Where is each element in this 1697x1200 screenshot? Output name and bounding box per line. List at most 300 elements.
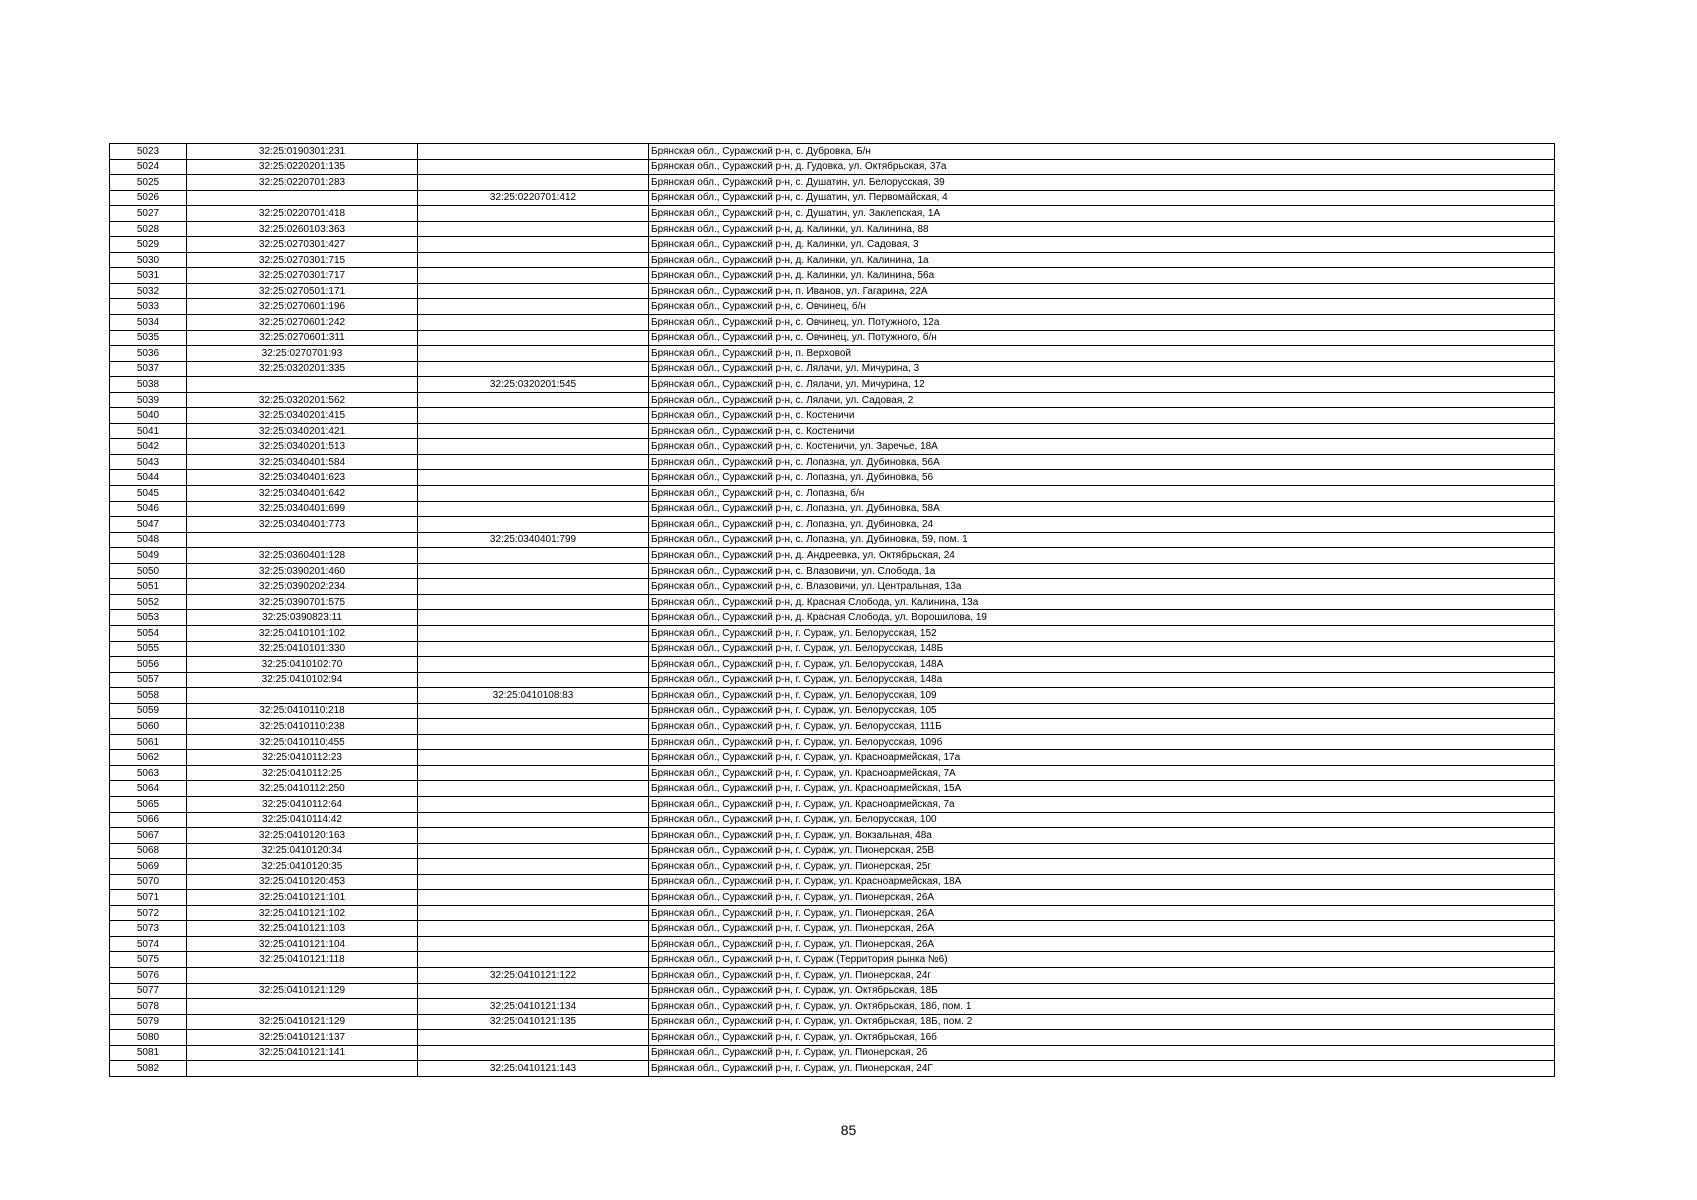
address-cell: Брянская обл., Суражский р-н, д. Андреевка, ул. Октябрьская, 24 (649, 548, 1555, 564)
cadastral-number-cell: 32:25:0390823:11 (187, 610, 418, 626)
address-cell: Брянская обл., Суражский р-н, г. Сураж, ул. Октябрьская, 16б (649, 1030, 1555, 1046)
cadastral-number-secondary-cell (418, 144, 649, 160)
cadastral-number-cell: 32:25:0410110:238 (187, 719, 418, 735)
row-number-cell: 5040 (110, 408, 187, 424)
cadastral-number-secondary-cell (418, 268, 649, 284)
cadastral-number-cell: 32:25:0410121:101 (187, 890, 418, 906)
row-number-cell: 5032 (110, 283, 187, 299)
cadastral-number-secondary-cell (418, 237, 649, 253)
address-cell: Брянская обл., Суражский р-н, с. Лопазна, ул. Дубиновка, 59, пом. 1 (649, 532, 1555, 548)
cadastral-number-cell (187, 1061, 418, 1077)
cadastral-number-secondary-cell (418, 517, 649, 533)
cadastral-number-cell: 32:25:0320201:335 (187, 361, 418, 377)
table-row (110, 843, 1555, 859)
cadastral-number-secondary-cell (418, 486, 649, 502)
row-number-cell: 5043 (110, 454, 187, 470)
cadastral-number-cell (187, 190, 418, 206)
table-row (110, 781, 1555, 797)
cadastral-number-secondary-cell (418, 1030, 649, 1046)
cadastral-number-secondary-cell (418, 392, 649, 408)
cadastral-number-cell: 32:25:0340201:513 (187, 439, 418, 455)
cadastral-number-secondary-cell (418, 548, 649, 564)
row-number-cell: 5049 (110, 548, 187, 564)
address-cell: Брянская обл., Суражский р-н, д. Гудовка, ул. Октябрьская, 37а (649, 159, 1555, 175)
cadastral-number-cell: 32:25:0390201:460 (187, 563, 418, 579)
cadastral-number-secondary-cell (418, 703, 649, 719)
address-cell: Брянская обл., Суражский р-н, г. Сураж, ул. Пионерская, 24г (649, 967, 1555, 983)
row-number-cell: 5062 (110, 750, 187, 766)
cadastral-number-cell: 32:25:0410120:34 (187, 843, 418, 859)
row-number-cell: 5051 (110, 579, 187, 595)
table-row (110, 936, 1555, 952)
table-row (110, 563, 1555, 579)
table-row (110, 657, 1555, 673)
row-number-cell: 5026 (110, 190, 187, 206)
cadastral-number-secondary-cell (418, 1045, 649, 1061)
table-row (110, 144, 1555, 160)
table-row (110, 392, 1555, 408)
row-number-cell: 5060 (110, 719, 187, 735)
cadastral-number-cell: 32:25:0340401:642 (187, 486, 418, 502)
cadastral-number-secondary-cell: 32:25:0220701:412 (418, 190, 649, 206)
cadastral-number-secondary-cell (418, 828, 649, 844)
address-cell: Брянская обл., Суражский р-н, с. Овчинец, б/н (649, 299, 1555, 315)
cadastral-number-cell: 32:25:0220201:135 (187, 159, 418, 175)
cadastral-number-secondary-cell: 32:25:0320201:545 (418, 377, 649, 393)
row-number-cell: 5080 (110, 1030, 187, 1046)
address-cell: Брянская обл., Суражский р-н, с. Овчинец, ул. Потужного, б/н (649, 330, 1555, 346)
table-row (110, 175, 1555, 191)
row-number-cell: 5044 (110, 470, 187, 486)
cadastral-number-secondary-cell (418, 657, 649, 673)
address-cell: Брянская обл., Суражский р-н, г. Сураж, ул. Белорусская, 111Б (649, 719, 1555, 735)
row-number-cell: 5041 (110, 423, 187, 439)
table-row (110, 952, 1555, 968)
cadastral-number-cell: 32:25:0410101:330 (187, 641, 418, 657)
address-cell: Брянская обл., Суражский р-н, с. Влазовичи, ул. Слобода, 1а (649, 563, 1555, 579)
table-row (110, 921, 1555, 937)
cadastral-number-cell: 32:25:0340401:584 (187, 454, 418, 470)
row-number-cell: 5058 (110, 688, 187, 704)
address-cell: Брянская обл., Суражский р-н, г. Сураж, ул. Белорусская, 148А (649, 657, 1555, 673)
table-row (110, 594, 1555, 610)
address-cell: Брянская обл., Суражский р-н, г. Сураж, ул. Белорусская, 152 (649, 625, 1555, 641)
row-number-cell: 5059 (110, 703, 187, 719)
address-cell: Брянская обл., Суражский р-н, д. Калинки, ул. Калинина, 88 (649, 221, 1555, 237)
cadastral-number-cell: 32:25:0270301:427 (187, 237, 418, 253)
cadastral-number-secondary-cell (418, 299, 649, 315)
cadastral-number-cell: 32:25:0410112:64 (187, 796, 418, 812)
table-row (110, 625, 1555, 641)
cadastral-number-cell: 32:25:0410114:42 (187, 812, 418, 828)
address-cell: Брянская обл., Суражский р-н, с. Дубровка, Б/н (649, 144, 1555, 160)
address-cell: Брянская обл., Суражский р-н, с. Костеничи (649, 408, 1555, 424)
table-row (110, 252, 1555, 268)
row-number-cell: 5068 (110, 843, 187, 859)
table-row (110, 1014, 1555, 1030)
table-row (110, 377, 1555, 393)
table-row (110, 517, 1555, 533)
table-row (110, 454, 1555, 470)
cadastral-number-cell: 32:25:0270601:242 (187, 315, 418, 331)
address-cell: Брянская обл., Суражский р-н, с. Душатин, ул. Первомайская, 4 (649, 190, 1555, 206)
cadastral-number-secondary-cell (418, 812, 649, 828)
cadastral-number-secondary-cell (418, 781, 649, 797)
cadastral-number-secondary-cell: 32:25:0410121:135 (418, 1014, 649, 1030)
table-row (110, 190, 1555, 206)
address-cell: Брянская обл., Суражский р-н, д. Калинки, ул. Садовая, 3 (649, 237, 1555, 253)
cadastral-number-secondary-cell (418, 796, 649, 812)
row-number-cell: 5081 (110, 1045, 187, 1061)
cadastral-number-secondary-cell (418, 501, 649, 517)
address-cell: Брянская обл., Суражский р-н, г. Сураж, ул. Красноармейская, 15А (649, 781, 1555, 797)
address-cell: Брянская обл., Суражский р-н, г. Сураж, ул. Красноармейская, 7а (649, 796, 1555, 812)
address-cell: Брянская обл., Суражский р-н, г. Сураж, ул. Белорусская, 148Б (649, 641, 1555, 657)
table-row (110, 859, 1555, 875)
row-number-cell: 5031 (110, 268, 187, 284)
table-row (110, 1030, 1555, 1046)
address-cell: Брянская обл., Суражский р-н, с. Душатин, ул. Заклепская, 1А (649, 206, 1555, 222)
cadastral-number-cell: 32:25:0410102:94 (187, 672, 418, 688)
cadastral-number-secondary-cell (418, 905, 649, 921)
row-number-cell: 5075 (110, 952, 187, 968)
table-row (110, 874, 1555, 890)
cadastral-number-secondary-cell (418, 641, 649, 657)
address-cell: Брянская обл., Суражский р-н, с. Лопазна, ул. Дубиновка, 24 (649, 517, 1555, 533)
cadastral-number-secondary-cell (418, 983, 649, 999)
table-row (110, 408, 1555, 424)
table-row (110, 159, 1555, 175)
cadastral-number-cell: 32:25:0410112:23 (187, 750, 418, 766)
cadastral-number-secondary-cell (418, 439, 649, 455)
cadastral-number-secondary-cell (418, 346, 649, 362)
cadastral-number-secondary-cell (418, 672, 649, 688)
table-row (110, 983, 1555, 999)
cadastral-number-secondary-cell (418, 159, 649, 175)
cadastral-number-cell: 32:25:0340401:699 (187, 501, 418, 517)
table-row (110, 890, 1555, 906)
address-cell: Брянская обл., Суражский р-н, г. Сураж, ул. Пионерская, 26А (649, 921, 1555, 937)
cadastral-number-cell (187, 967, 418, 983)
cadastral-number-cell: 32:25:0340401:623 (187, 470, 418, 486)
cadastral-number-secondary-cell (418, 610, 649, 626)
row-number-cell: 5082 (110, 1061, 187, 1077)
cadastral-number-cell: 32:25:0410121:104 (187, 936, 418, 952)
page-number: 85 (840, 1122, 857, 1138)
cadastral-number-cell: 32:25:0410102:70 (187, 657, 418, 673)
cadastral-number-secondary-cell: 32:25:0410121:122 (418, 967, 649, 983)
address-cell: Брянская обл., Суражский р-н, с. Костеничи, ул. Заречье, 18А (649, 439, 1555, 455)
table-row (110, 346, 1555, 362)
cadastral-number-secondary-cell (418, 330, 649, 346)
address-cell: Брянская обл., Суражский р-н, г. Сураж, ул. Октябрьская, 18б, пом. 1 (649, 999, 1555, 1015)
table-row (110, 672, 1555, 688)
table-row (110, 486, 1555, 502)
address-cell: Брянская обл., Суражский р-н, с. Лопазна, ул. Дубиновка, 58А (649, 501, 1555, 517)
address-cell: Брянская обл., Суражский р-н, п. Верховой (649, 346, 1555, 362)
cadastral-number-secondary-cell (418, 594, 649, 610)
row-number-cell: 5055 (110, 641, 187, 657)
cadastral-number-cell: 32:25:0410112:250 (187, 781, 418, 797)
row-number-cell: 5033 (110, 299, 187, 315)
row-number-cell: 5025 (110, 175, 187, 191)
table-row (110, 470, 1555, 486)
cadastral-number-secondary-cell (418, 175, 649, 191)
row-number-cell: 5034 (110, 315, 187, 331)
cadastral-number-cell: 32:25:0410110:218 (187, 703, 418, 719)
cadastral-table (109, 143, 1555, 1077)
address-cell: Брянская обл., Суражский р-н, г. Сураж, ул. Белорусская, 148а (649, 672, 1555, 688)
table-row (110, 1045, 1555, 1061)
row-number-cell: 5039 (110, 392, 187, 408)
row-number-cell: 5042 (110, 439, 187, 455)
cadastral-number-cell: 32:25:0410121:129 (187, 1014, 418, 1030)
table-row (110, 315, 1555, 331)
table-row (110, 501, 1555, 517)
cadastral-number-cell: 32:25:0220701:418 (187, 206, 418, 222)
table-row (110, 1061, 1555, 1077)
row-number-cell: 5029 (110, 237, 187, 253)
table-row (110, 423, 1555, 439)
cadastral-number-cell: 32:25:0190301:231 (187, 144, 418, 160)
row-number-cell: 5063 (110, 765, 187, 781)
address-cell: Брянская обл., Суражский р-н, д. Калинки, ул. Калинина, 56а (649, 268, 1555, 284)
cadastral-number-secondary-cell (418, 936, 649, 952)
table-row (110, 579, 1555, 595)
row-number-cell: 5050 (110, 563, 187, 579)
cadastral-number-secondary-cell (418, 859, 649, 875)
table-row (110, 206, 1555, 222)
cadastral-number-secondary-cell (418, 734, 649, 750)
address-cell: Брянская обл., Суражский р-н, г. Сураж, ул. Пионерская, 26А (649, 905, 1555, 921)
row-number-cell: 5037 (110, 361, 187, 377)
row-number-cell: 5066 (110, 812, 187, 828)
table-row (110, 532, 1555, 548)
row-number-cell: 5027 (110, 206, 187, 222)
table-body (110, 144, 1555, 1077)
cadastral-number-cell (187, 377, 418, 393)
cadastral-number-cell: 32:25:0320201:562 (187, 392, 418, 408)
row-number-cell: 5046 (110, 501, 187, 517)
address-cell: Брянская обл., Суражский р-н, с. Душатин, ул. Белорусская, 39 (649, 175, 1555, 191)
table-row (110, 610, 1555, 626)
table-row (110, 361, 1555, 377)
cadastral-number-cell: 32:25:0270501:171 (187, 283, 418, 299)
cadastral-number-cell: 32:25:0410120:35 (187, 859, 418, 875)
cadastral-number-cell: 32:25:0410120:163 (187, 828, 418, 844)
address-cell: Брянская обл., Суражский р-н, г. Сураж, ул. Белорусская, 109 (649, 688, 1555, 704)
cadastral-number-secondary-cell (418, 579, 649, 595)
table-row (110, 765, 1555, 781)
address-cell: Брянская обл., Суражский р-н, г. Сураж, ул. Пионерская, 24Г (649, 1061, 1555, 1077)
cadastral-number-cell: 32:25:0270301:717 (187, 268, 418, 284)
row-number-cell: 5054 (110, 625, 187, 641)
cadastral-number-cell: 32:25:0410101:102 (187, 625, 418, 641)
cadastral-number-secondary-cell: 32:25:0340401:799 (418, 532, 649, 548)
address-cell: Брянская обл., Суражский р-н, с. Лопазна, б/н (649, 486, 1555, 502)
cadastral-number-secondary-cell (418, 921, 649, 937)
cadastral-number-cell: 32:25:0340201:415 (187, 408, 418, 424)
cadastral-number-cell: 32:25:0340201:421 (187, 423, 418, 439)
table-row (110, 905, 1555, 921)
address-cell: Брянская обл., Суражский р-н, с. Лопазна, ул. Дубиновка, 56 (649, 470, 1555, 486)
table-row (110, 828, 1555, 844)
address-cell: Брянская обл., Суражский р-н, г. Сураж, ул. Пионерская, 26А (649, 936, 1555, 952)
row-number-cell: 5073 (110, 921, 187, 937)
cadastral-number-cell: 32:25:0410110:455 (187, 734, 418, 750)
cadastral-number-secondary-cell: 32:25:0410121:134 (418, 999, 649, 1015)
cadastral-number-secondary-cell: 32:25:0410121:143 (418, 1061, 649, 1077)
cadastral-number-cell: 32:25:0360401:128 (187, 548, 418, 564)
cadastral-number-secondary-cell (418, 952, 649, 968)
cadastral-number-secondary-cell (418, 454, 649, 470)
address-cell: Брянская обл., Суражский р-н, с. Костеничи (649, 423, 1555, 439)
address-cell: Брянская обл., Суражский р-н, г. Сураж, ул. Красноармейская, 17а (649, 750, 1555, 766)
table-row (110, 283, 1555, 299)
row-number-cell: 5030 (110, 252, 187, 268)
cadastral-number-cell: 32:25:0410121:102 (187, 905, 418, 921)
cadastral-number-cell: 32:25:0390701:575 (187, 594, 418, 610)
row-number-cell: 5048 (110, 532, 187, 548)
cadastral-number-cell (187, 999, 418, 1015)
cadastral-number-cell: 32:25:0410121:103 (187, 921, 418, 937)
cadastral-number-secondary-cell (418, 423, 649, 439)
row-number-cell: 5067 (110, 828, 187, 844)
cadastral-number-cell: 32:25:0410120:453 (187, 874, 418, 890)
cadastral-number-cell: 32:25:0220701:283 (187, 175, 418, 191)
table-row (110, 330, 1555, 346)
cadastral-number-cell: 32:25:0270301:715 (187, 252, 418, 268)
cadastral-number-secondary-cell (418, 890, 649, 906)
row-number-cell: 5056 (110, 657, 187, 673)
cadastral-number-secondary-cell (418, 874, 649, 890)
row-number-cell: 5065 (110, 796, 187, 812)
address-cell: Брянская обл., Суражский р-н, г. Сураж, ул. Белорусская, 105 (649, 703, 1555, 719)
address-cell: Брянская обл., Суражский р-н, г. Сураж, ул. Пионерская, 26 (649, 1045, 1555, 1061)
cadastral-number-secondary-cell (418, 625, 649, 641)
address-cell: Брянская обл., Суражский р-н, г. Сураж, ул. Вокзальная, 48а (649, 828, 1555, 844)
row-number-cell: 5064 (110, 781, 187, 797)
address-cell: Брянская обл., Суражский р-н, г. Сураж, ул. Пионерская, 25г (649, 859, 1555, 875)
table-row (110, 237, 1555, 253)
row-number-cell: 5028 (110, 221, 187, 237)
cadastral-number-cell: 32:25:0410121:141 (187, 1045, 418, 1061)
cadastral-number-secondary-cell (418, 221, 649, 237)
row-number-cell: 5072 (110, 905, 187, 921)
cadastral-number-cell (187, 532, 418, 548)
address-cell: Брянская обл., Суражский р-н, г. Сураж, ул. Красноармейская, 18А (649, 874, 1555, 890)
table-row (110, 750, 1555, 766)
row-number-cell: 5076 (110, 967, 187, 983)
cadastral-number-secondary-cell (418, 283, 649, 299)
row-number-cell: 5077 (110, 983, 187, 999)
cadastral-number-secondary-cell (418, 765, 649, 781)
row-number-cell: 5079 (110, 1014, 187, 1030)
row-number-cell: 5053 (110, 610, 187, 626)
address-cell: Брянская обл., Суражский р-н, г. Сураж, ул. Пионерская, 26А (649, 890, 1555, 906)
address-cell: Брянская обл., Суражский р-н, г. Сураж (Территория рынка №6) (649, 952, 1555, 968)
row-number-cell: 5052 (110, 594, 187, 610)
cadastral-number-secondary-cell (418, 750, 649, 766)
table-row (110, 641, 1555, 657)
address-cell: Брянская обл., Суражский р-н, д. Красная Слобода, ул. Ворошилова, 19 (649, 610, 1555, 626)
cadastral-number-cell: 32:25:0410121:118 (187, 952, 418, 968)
cadastral-number-secondary-cell (418, 315, 649, 331)
table-row (110, 812, 1555, 828)
address-cell: Брянская обл., Суражский р-н, г. Сураж, ул. Белорусская, 100 (649, 812, 1555, 828)
cadastral-number-secondary-cell (418, 408, 649, 424)
row-number-cell: 5047 (110, 517, 187, 533)
cadastral-number-secondary-cell (418, 361, 649, 377)
table-row (110, 268, 1555, 284)
row-number-cell: 5070 (110, 874, 187, 890)
cadastral-number-cell: 32:25:0270601:311 (187, 330, 418, 346)
row-number-cell: 5069 (110, 859, 187, 875)
cadastral-number-secondary-cell (418, 252, 649, 268)
cadastral-number-secondary-cell (418, 719, 649, 735)
address-cell: Брянская обл., Суражский р-н, с. Лялачи, ул. Мичурина, 3 (649, 361, 1555, 377)
table-row (110, 688, 1555, 704)
row-number-cell: 5074 (110, 936, 187, 952)
address-cell: Брянская обл., Суражский р-н, г. Сураж, ул. Пионерская, 25В (649, 843, 1555, 859)
row-number-cell: 5036 (110, 346, 187, 362)
address-cell: Брянская обл., Суражский р-н, г. Сураж, ул. Октябрьская, 18Б, пом. 2 (649, 1014, 1555, 1030)
table-row (110, 439, 1555, 455)
row-number-cell: 5071 (110, 890, 187, 906)
table-row (110, 703, 1555, 719)
table-row (110, 734, 1555, 750)
table-row (110, 221, 1555, 237)
address-cell: Брянская обл., Суражский р-н, с. Лялачи, ул. Садовая, 2 (649, 392, 1555, 408)
cadastral-number-cell: 32:25:0410112:25 (187, 765, 418, 781)
row-number-cell: 5045 (110, 486, 187, 502)
cadastral-number-secondary-cell (418, 206, 649, 222)
table-row (110, 796, 1555, 812)
cadastral-number-cell: 32:25:0270701:93 (187, 346, 418, 362)
table-row (110, 967, 1555, 983)
address-cell: Брянская обл., Суражский р-н, с. Овчинец, ул. Потужного, 12а (649, 315, 1555, 331)
cadastral-number-secondary-cell (418, 843, 649, 859)
cadastral-number-cell: 32:25:0410121:129 (187, 983, 418, 999)
row-number-cell: 5038 (110, 377, 187, 393)
cadastral-number-secondary-cell (418, 563, 649, 579)
address-cell: Брянская обл., Суражский р-н, г. Сураж, ул. Красноармейская, 7А (649, 765, 1555, 781)
cadastral-number-cell: 32:25:0390202:234 (187, 579, 418, 595)
address-cell: Брянская обл., Суражский р-н, с. Лялачи, ул. Мичурина, 12 (649, 377, 1555, 393)
row-number-cell: 5035 (110, 330, 187, 346)
address-cell: Брянская обл., Суражский р-н, д. Красная Слобода, ул. Калинина, 13а (649, 594, 1555, 610)
row-number-cell: 5061 (110, 734, 187, 750)
address-cell: Брянская обл., Суражский р-н, г. Сураж, ул. Белорусская, 109б (649, 734, 1555, 750)
address-cell: Брянская обл., Суражский р-н, с. Лопазна, ул. Дубиновка, 56А (649, 454, 1555, 470)
row-number-cell: 5078 (110, 999, 187, 1015)
row-number-cell: 5057 (110, 672, 187, 688)
table-row (110, 548, 1555, 564)
cadastral-number-cell: 32:25:0270601:196 (187, 299, 418, 315)
cadastral-number-cell: 32:25:0260103:363 (187, 221, 418, 237)
address-cell: Брянская обл., Суражский р-н, п. Иванов, ул. Гагарина, 22А (649, 283, 1555, 299)
address-cell: Брянская обл., Суражский р-н, д. Калинки, ул. Калинина, 1а (649, 252, 1555, 268)
cadastral-number-secondary-cell: 32:25:0410108:83 (418, 688, 649, 704)
cadastral-number-secondary-cell (418, 470, 649, 486)
table-row (110, 999, 1555, 1015)
table-row (110, 299, 1555, 315)
cadastral-number-cell: 32:25:0340401:773 (187, 517, 418, 533)
cadastral-number-cell: 32:25:0410121:137 (187, 1030, 418, 1046)
address-cell: Брянская обл., Суражский р-н, с. Влазовичи, ул. Центральная, 13а (649, 579, 1555, 595)
cadastral-number-cell (187, 688, 418, 704)
table-row (110, 719, 1555, 735)
